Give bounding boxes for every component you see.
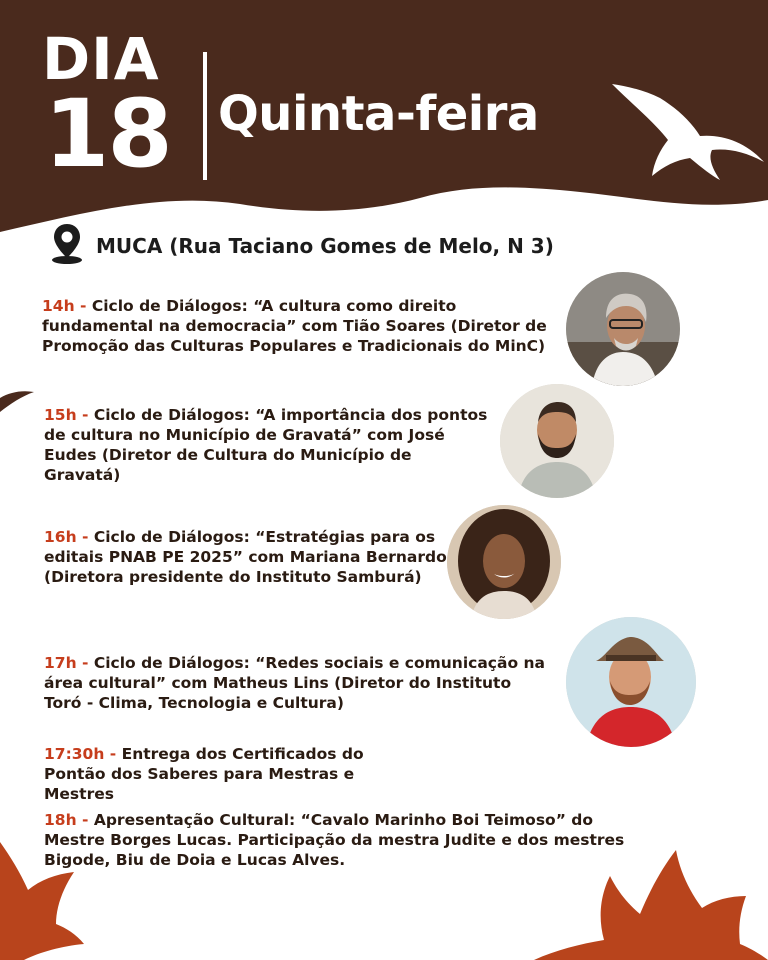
event-time: 17:30h -	[44, 745, 117, 763]
event-item	[44, 527, 454, 587]
header-divider	[203, 52, 207, 180]
event-time: 17h -	[44, 654, 89, 672]
event-time: 18h -	[44, 811, 89, 829]
event-description: Ciclo de Diálogos: “Redes sociais e comunicação na área cultural” com Matheus Lins (Diretor do Instituto Toró - Clima, Tecnologia e Cultura)	[44, 654, 545, 712]
speaker-photo	[566, 617, 696, 747]
speaker-photo	[500, 384, 614, 498]
location-text: MUCA (Rua Taciano Gomes de Melo, N 3)	[96, 234, 554, 258]
event-time: 16h -	[44, 528, 89, 546]
event-item	[44, 810, 629, 870]
day-number: 18	[44, 80, 171, 189]
weekday-title: Quinta-feira	[218, 86, 539, 142]
event-item	[44, 744, 424, 804]
event-time: 15h -	[44, 406, 89, 424]
event-description: Ciclo de Diálogos: “A importância dos pontos de cultura no Município de Gravatá” com José Eudes (Diretor de Cultura do Município de Gravatá)	[44, 406, 488, 484]
map-pin-icon	[50, 222, 84, 264]
event-time: 14h -	[42, 297, 87, 315]
event-item	[44, 405, 489, 485]
event-description: Ciclo de Diálogos: “A cultura como direito fundamental na democracia” com Tião Soares (Diretor de Promoção das Culturas Populares e Tradicionais do MinC)	[42, 297, 547, 355]
speaker-photo	[447, 505, 561, 619]
dia-label: DIA	[42, 25, 160, 93]
event-item	[44, 653, 549, 713]
speaker-photo	[566, 272, 680, 386]
event-description: Ciclo de Diálogos: “Estratégias para os editais PNAB PE 2025” com Mariana Bernardo (Diretora presidente do Instituto Samburá)	[44, 528, 447, 586]
event-description: Entrega dos Certificados do Pontão dos Saberes para Mestras e Mestres	[44, 745, 364, 803]
left-decoration	[0, 391, 34, 412]
event-description: Apresentação Cultural: “Cavalo Marinho Boi Teimoso” do Mestre Borges Lucas. Participação da mestra Judite e dos mestres Bigode, Biu de Doia e Lucas Alves.	[44, 811, 625, 869]
event-item	[42, 296, 552, 356]
